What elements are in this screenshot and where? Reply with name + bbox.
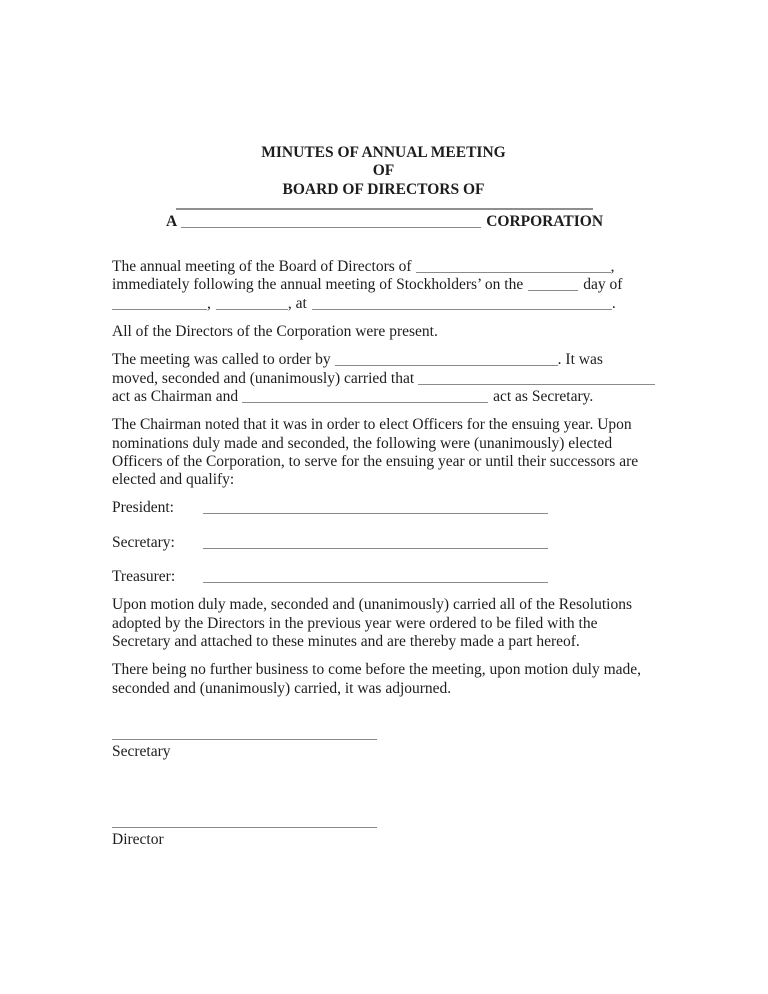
paragraph-adjournment: There being no further business to come before the meeting, upon motion duly made, seconded and (unanimously) carried, it was adjourned. xyxy=(112,661,642,697)
meeting-place-blank xyxy=(312,307,612,310)
p1-line1-tail: , xyxy=(610,258,615,276)
corporation-line xyxy=(112,213,655,231)
p3-line-1 xyxy=(112,351,655,369)
p1-line-1 xyxy=(112,258,655,276)
secretary-name-blank xyxy=(242,400,488,403)
paragraph-directors-present: All of the Directors of the Corporation were present. xyxy=(112,323,438,341)
p3-line3-text: act as Chairman and xyxy=(112,387,239,405)
called-to-order-by-blank xyxy=(335,363,558,366)
director-signature-block xyxy=(112,827,655,849)
p1-line3-sep1: , xyxy=(207,294,211,312)
director-signature-label: Director xyxy=(112,831,164,849)
corporation-name-top-line xyxy=(176,208,593,210)
p1-line1-text: The annual meeting of the Board of Directors of xyxy=(112,258,412,276)
p1-line2-text: immediately following the annual meeting of Stockholders’ on the xyxy=(112,276,524,294)
secretary-name-field-blank xyxy=(203,546,548,549)
p1-line-3 xyxy=(112,295,655,313)
treasurer-name-blank xyxy=(203,580,548,583)
year-blank xyxy=(216,307,288,310)
corporation-name-field-blank xyxy=(416,270,611,273)
president-name-blank xyxy=(203,511,548,514)
title-line-2: OF xyxy=(372,162,395,180)
paragraph-resolutions: Upon motion duly made, seconded and (unanimously) carried all of the Resolutions adopted by the Directors in the previous year were ordered to be filed with the Secretary and attached to these minutes and are thereby made a part hereof. xyxy=(112,596,632,650)
officers-list xyxy=(112,499,655,586)
paragraph-election-of-officers: The Chairman noted that it was in order to elect Officers for the ensuing year. Upon nominations duly made and seconded, the following were (unanimously) elected Officers of the Corporation, to serve for the ensuing year or until their successors are elected and qualify: xyxy=(112,416,639,489)
officer-row-treasurer xyxy=(112,568,655,586)
corp-suffix: CORPORATION xyxy=(486,212,604,230)
p1-line3-tail: . xyxy=(611,294,616,312)
p3-line1-text: The meeting was called to order by xyxy=(112,351,331,369)
p1-line3-sep2: , at xyxy=(287,294,307,312)
document-content xyxy=(112,144,655,849)
corp-prefix: A xyxy=(166,212,178,230)
secretary-signature-label: Secretary xyxy=(112,742,171,760)
p3-line3-tail: act as Secretary. xyxy=(493,387,594,405)
secretary-signature-block xyxy=(112,739,655,761)
officer-row-secretary xyxy=(112,534,655,552)
director-signature-line xyxy=(112,827,377,828)
officer-row-president xyxy=(112,499,655,517)
p1-line2-tail: day of xyxy=(583,276,623,294)
treasurer-label: Treasurer: xyxy=(112,568,176,586)
chairman-name-blank xyxy=(418,382,655,385)
paragraph-call-to-order xyxy=(112,351,655,406)
month-blank xyxy=(112,307,207,310)
p3-line1-tail: . It was xyxy=(557,351,603,369)
document-title xyxy=(112,144,655,199)
p3-line-2 xyxy=(112,370,655,388)
secretary-label: Secretary: xyxy=(112,533,175,551)
president-label: President: xyxy=(112,499,174,517)
paragraph-opening xyxy=(112,258,655,313)
p3-line-3 xyxy=(112,388,655,406)
p3-line2-text: moved, seconded and (unanimously) carried that xyxy=(112,369,415,387)
corporation-name-blank xyxy=(181,225,481,228)
title-line-3: BOARD OF DIRECTORS OF xyxy=(282,180,485,198)
secretary-signature-line xyxy=(112,739,377,740)
p1-line-2 xyxy=(112,276,655,294)
title-line-1: MINUTES OF ANNUAL MEETING xyxy=(261,144,506,161)
day-number-blank xyxy=(528,288,578,291)
